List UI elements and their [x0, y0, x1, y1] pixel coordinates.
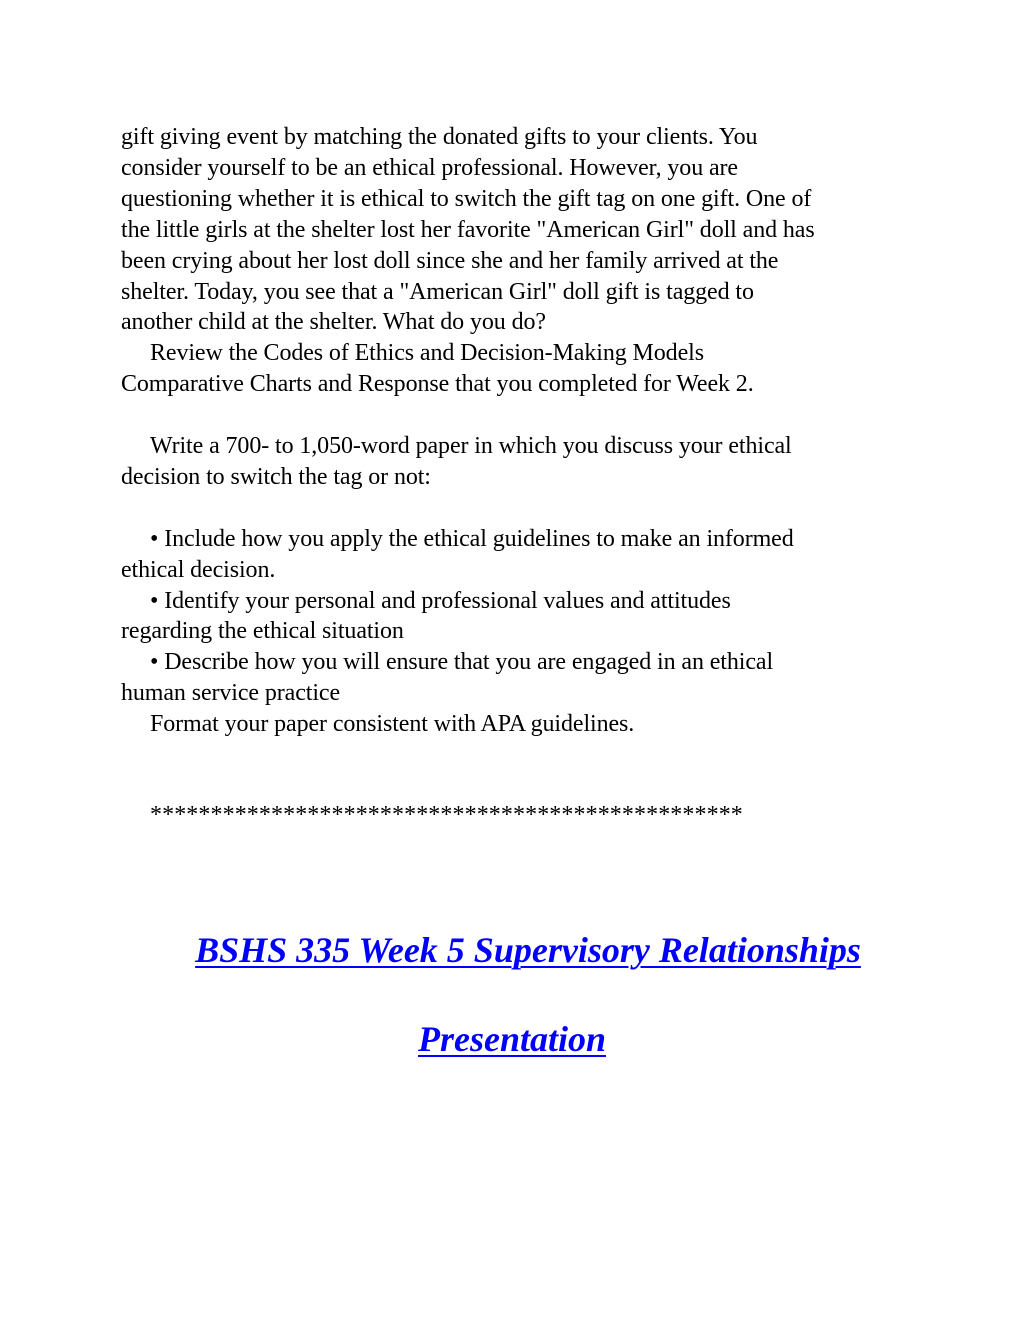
blank-line	[121, 493, 921, 524]
paragraph-line: consider yourself to be an ethical professional. However, you are	[121, 154, 738, 181]
course-title-link-continuation[interactable]: Presentation	[417, 1019, 606, 1059]
bullet-item: • Describe how you will ensure that you are engaged in an ethical	[150, 649, 774, 676]
separator-asterisks: *************************************************	[150, 802, 743, 828]
bullet-item: • Include how you apply the ethical guidelines to make an informed	[150, 525, 794, 552]
bullet-item-continuation: ethical decision.	[121, 556, 276, 583]
bullet-item: • Identify your personal and professional values and attitudes	[150, 587, 731, 614]
paragraph-line: been crying about her lost doll since she and her family arrived at the	[121, 247, 779, 274]
paragraph-line: gift giving event by matching the donated gifts to your clients. You	[121, 124, 758, 150]
write-line: decision to switch the tag or not:	[121, 463, 431, 490]
bullet-item-continuation: regarding the ethical situation	[121, 618, 404, 645]
bullet-item-continuation: human service practice	[121, 680, 341, 707]
paragraph-line: the little girls at the shelter lost her favorite "American Girl" doll and has	[121, 216, 815, 243]
assignment-text	[121, 122, 921, 740]
course-title-link[interactable]: BSHS 335 Week 5 Supervisory Relationships	[195, 930, 861, 970]
paragraph-line: shelter. Today, you see that a "American Girl" doll gift is tagged to	[121, 278, 754, 305]
write-line: Write a 700- to 1,050-word paper in which you discuss your ethical	[150, 433, 792, 460]
review-line: Comparative Charts and Response that you completed for Week 2.	[121, 371, 754, 398]
blank-line	[121, 400, 921, 431]
review-line: Review the Codes of Ethics and Decision-Making Models	[150, 340, 704, 367]
paragraph-line: another child at the shelter. What do you do?	[121, 309, 546, 336]
format-line: Format your paper consistent with APA guidelines.	[150, 711, 635, 738]
paragraph-line: questioning whether it is ethical to switch the gift tag on one gift. One of	[121, 185, 812, 212]
